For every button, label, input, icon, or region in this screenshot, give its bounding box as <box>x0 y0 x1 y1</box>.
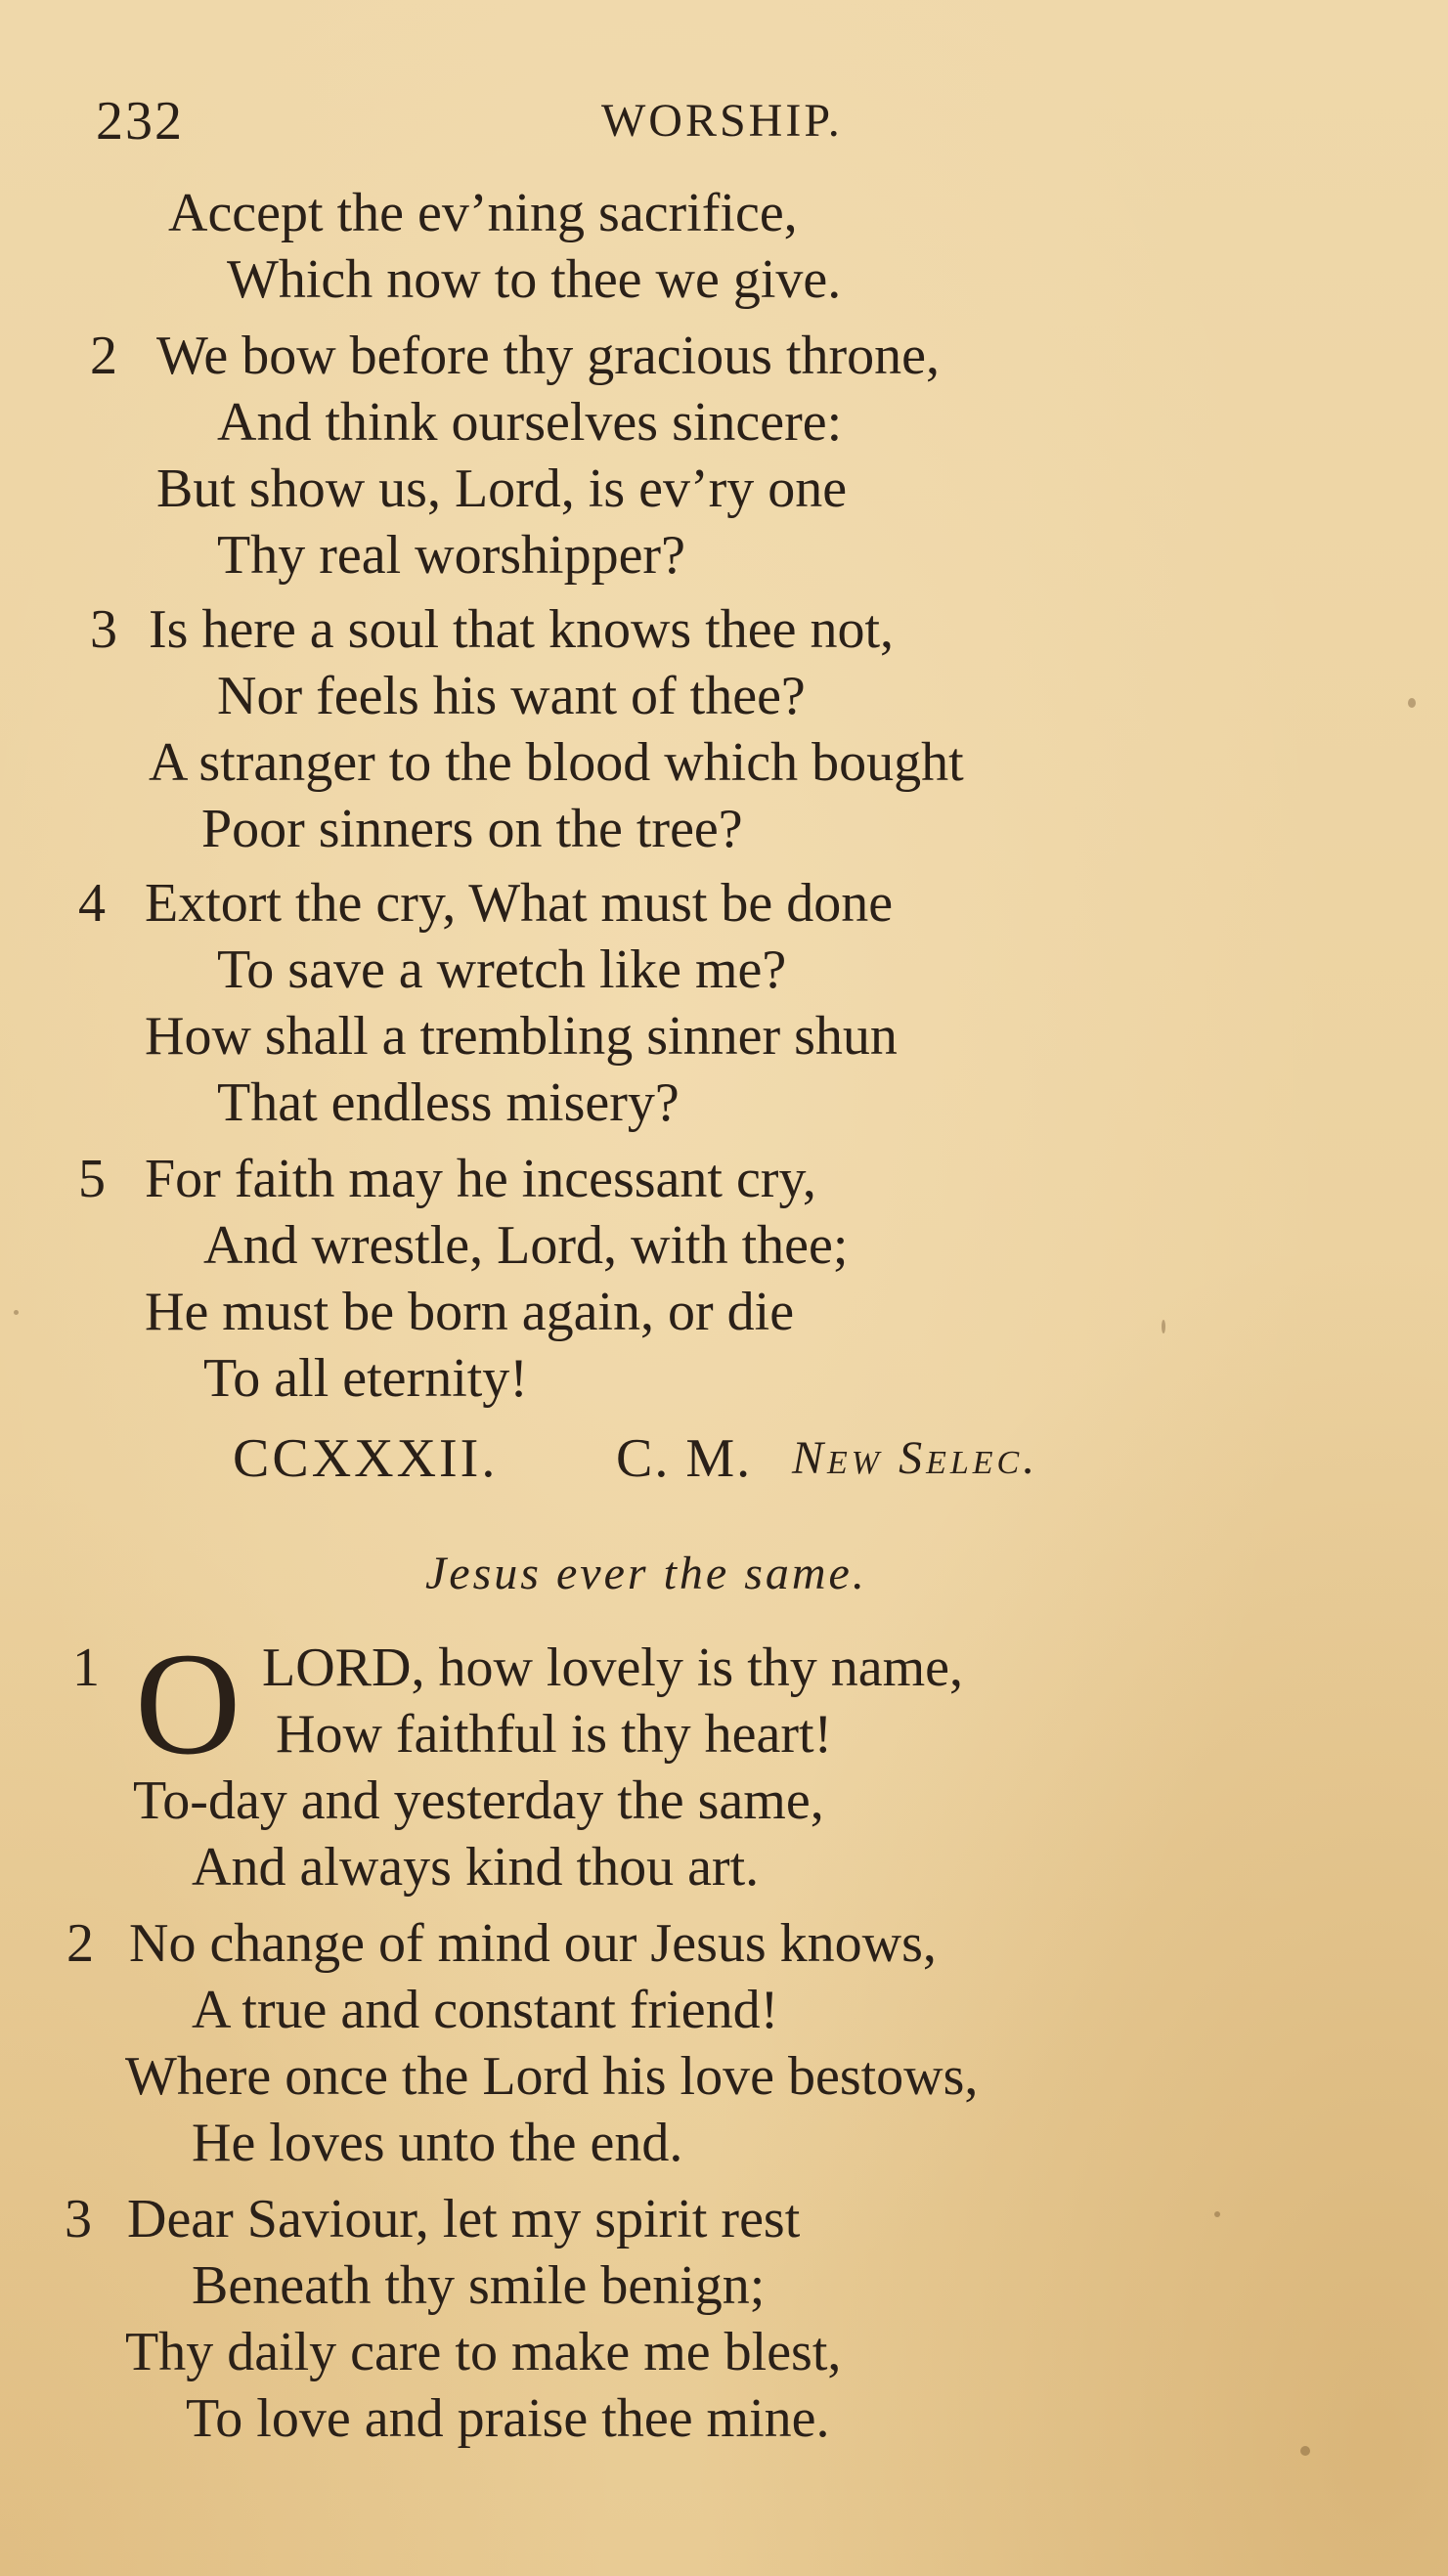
drop-cap: O <box>135 1623 241 1785</box>
verse-line: Beneath thy smile benign; <box>192 2255 766 2316</box>
verse-line: And think ourselves sincere: <box>217 392 843 453</box>
verse-line: Extort the cry, What must be done <box>145 873 894 934</box>
verse-line: To save a wretch like me? <box>217 939 787 1000</box>
verse-line: A true and constant friend! <box>192 1980 779 2040</box>
paper-speck <box>1162 1320 1165 1333</box>
paper-speck <box>1214 2211 1220 2217</box>
page-number: 232 <box>96 91 184 152</box>
hymn-meter: C. M. <box>616 1428 753 1489</box>
verse-line: He must be born again, or die <box>145 1282 795 1342</box>
verse-line: Poor sinners on the tree? <box>201 799 743 859</box>
verse-line: Is here a soul that knows thee not, <box>149 599 895 660</box>
verse-line: And always kind thou art. <box>192 1837 760 1898</box>
verse-line: Dear Saviour, let my spirit rest <box>127 2189 801 2249</box>
stanza-number: 2 <box>66 1913 94 1974</box>
paper-speck <box>1300 2446 1310 2456</box>
verse-line: But show us, Lord, is ev’ry one <box>156 458 848 519</box>
hymn-number: CCXXXII. <box>233 1428 499 1489</box>
stanza-number: 3 <box>65 2189 92 2249</box>
verse-line: That endless misery? <box>217 1072 680 1133</box>
paper-speck <box>1408 698 1416 708</box>
verse-line: LORD, how lovely is thy name, <box>262 1637 964 1698</box>
stanza-number: 5 <box>78 1149 106 1209</box>
hymn-heading <box>0 1427 1448 1496</box>
section-title: WORSHIP. <box>601 95 843 147</box>
verse-line: Accept the ev’ning sacrifice, <box>168 183 798 243</box>
verse-line: We bow before thy gracious throne, <box>156 326 941 386</box>
stanza-number: 2 <box>90 326 117 386</box>
stanza-number: 3 <box>90 599 117 660</box>
hymn-subtitle: Jesus ever the same. <box>425 1548 867 1599</box>
verse-line: To love and praise thee mine. <box>186 2388 830 2449</box>
verse-line: To-day and yesterday the same, <box>133 1770 824 1831</box>
verse-line: Where once the Lord his love bestows, <box>125 2046 979 2107</box>
verse-line: No change of mind our Jesus knows, <box>129 1913 937 1974</box>
verse-line: Thy real worshipper? <box>217 525 685 586</box>
stanza-number: 4 <box>78 873 106 934</box>
verse-line: He loves unto the end. <box>192 2113 683 2173</box>
hymn-tune: New Selec. <box>792 1432 1039 1484</box>
verse-line: For faith may he incessant cry, <box>145 1149 816 1209</box>
stanza-number: 1 <box>72 1637 100 1698</box>
verse-line: Nor feels his want of thee? <box>217 666 806 726</box>
paper-speck <box>14 1310 19 1315</box>
verse-line: How faithful is thy heart! <box>276 1704 833 1765</box>
verse-line: Thy daily care to make me blest, <box>125 2322 842 2382</box>
verse-line: And wrestle, Lord, with thee; <box>203 1215 849 1276</box>
verse-line: To all eternity! <box>203 1348 528 1409</box>
running-head <box>0 90 1448 152</box>
verse-line: A stranger to the blood which bought <box>149 732 964 793</box>
verse-line: How shall a trembling sinner shun <box>145 1006 898 1067</box>
verse-line: Which now to thee we give. <box>227 249 842 310</box>
